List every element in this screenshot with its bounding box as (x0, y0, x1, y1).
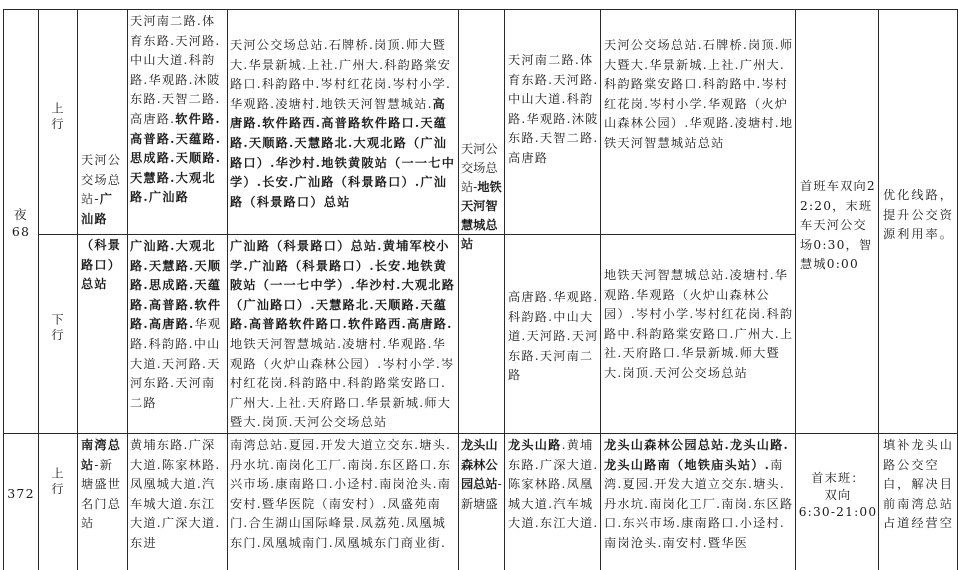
route68-start-up-run: 天河公交场总站- (81, 153, 122, 207)
table-top-border (3, 9, 957, 10)
route372-new-via-run: .黄埔东路.广深大道.陈家林路.凤凰城大道.汽车城大道.东江大道. (508, 438, 599, 531)
route68-new-terminal (461, 140, 503, 254)
col-divider-6 (504, 9, 505, 570)
route68-new-stops-up: 天河公交场总站.石牌桥.岗顶.师大暨大.华景新城.上社.广州大.科韵路棠安路口.科韵路中.岑村红花岗.岑村小学.华观路（火炉山森林公园）.华观路.凌塘村.地铁天河智慧城站总站 (604, 38, 794, 150)
route372-service-hours: 首末班： 双向 6:30-21:00 (798, 471, 878, 519)
route372-new-terminal-name: 龙头山森林公园总站 (461, 438, 498, 492)
route68-via-down (130, 237, 226, 413)
route68-direction-down: 下行 (50, 313, 64, 344)
route68-new-terminal-prefix: 天河公交场总站- (461, 142, 498, 194)
route372-start-run: 南湾总站 (81, 438, 122, 472)
route68-stops-down-run: 地铁天河智慧城站.凌塘村.华观路.华观路（火炉山森林公园）.岑村小学.岑村红花岗.科韵路中.科韵路棠安路口.广州大.上社.天府路口.华景新城.师大暨大.岗顶.天河公交场总站 (230, 336, 455, 430)
route372-new-stops (604, 436, 794, 554)
route372-start (81, 436, 126, 534)
route372-start-run: -新塘盛世名门总站 (81, 457, 122, 531)
route372-new-terminal-rest: -新塘盛 (461, 477, 502, 511)
route68-new-stops-down: 地铁天河智慧城总站.凌塘村.华观路.华观路（火炉山森林公园）.岑村小学.岑村红花岗.科韵路中.科韵路棠安路口.广州大.上社.天府路口.华景新城.师大暨大.岗顶.天河公交场总站 (604, 268, 794, 380)
route68-stops-up (230, 36, 457, 212)
route372-new-via-run: 龙头山路 (508, 438, 562, 452)
route68-via-up-run: 软件路.高普路.天蕴路.思成路.天顺路.天慧路.大观北路.广汕路 (130, 111, 222, 205)
route372-new-stops-run: 南湾.夏园.开发大道立交东.塘头.丹水坑.南岗化工厂.南岗.东区路口.东兴市场.康南路口.小迳村.南岗沧头.南安村.暨华医 (604, 457, 794, 550)
route68-start-down-run: （科景路口）总站 (81, 238, 122, 292)
route68-number: 夜 68 (11, 207, 31, 239)
route68-stops-down-run: 广汕路（科景路口）总站.黄埔军校小学.广汕路（科景路口）.长安.地铁黄陂站（一一七中学）.华沙村.大观北路（广汕路口）.天慧路北.天顺路.天蕴路.高普路软件路口.软件路西.高唐路. (230, 239, 456, 332)
route372-new-via (508, 436, 599, 534)
route372-number: 372 (7, 486, 35, 501)
route68-service-hours: 首班车双向22:20，末班车天河公交场0:30，智慧城0:00 (800, 179, 876, 272)
route68-start-up (81, 151, 126, 229)
route68-dir-divider-right (504, 234, 795, 235)
route68-start-up-run: 广汕路 (81, 192, 114, 226)
route68-new-terminal-name: 地铁天河智慧城总站 (461, 180, 502, 251)
route68-via-down-run: 华观路.科韵路.中山大道.天河路.天河东路.天河南二路 (130, 317, 222, 410)
col-divider-8 (795, 9, 796, 570)
col-divider-2 (77, 9, 78, 570)
route68-new-via-down: 高唐路.华观路.科韵路.中山大道.天河路.天河东路.天河南二路 (508, 290, 599, 383)
route68-stops-down (230, 237, 457, 433)
col-divider-4 (227, 9, 228, 570)
col-divider-9 (878, 9, 879, 570)
route372-adjustment-reason: 填补龙头山路公交空白，解决目前南湾总站占道经营空 (883, 438, 954, 531)
route372-new-stops-run: 龙头山森林公园总站.龙头山路.龙头山路南（地铁庙头站）. (604, 438, 789, 472)
route68-via-down-run: 广汕路.大观北路.天慧路.天顺路.思成路.天蕴路.高普路.软件路.高唐路. (130, 239, 222, 332)
route68-adjustment-reason: 优化线路，提升公交资源利用率。 (883, 188, 954, 242)
col-divider-5 (458, 9, 459, 570)
col-divider-7 (600, 9, 601, 570)
route68-stops-up-run: 高唐路.软件路西.高普路软件路口.天蕴路.天顺路.天慧路北.大观北路（广汕路口）.华沙村.地铁黄陂站（一一七中学）.长安.广汕路（科景路口）.广汕路（科景路口）总站 (230, 96, 456, 209)
route-divider (3, 433, 957, 434)
col-divider-3 (127, 9, 128, 570)
route372-new-terminal (461, 436, 503, 514)
route68-via-up (130, 12, 226, 208)
route68-direction-up: 上行 (50, 102, 64, 133)
route372-stops: 南湾总站.夏园.开发大道立交东.塘头.丹水坑.南岗化工厂.南岗.东区路口.东兴市场.康南路口.小迳村.南岗沧头.南安村.暨华医院（南安村）.凤盛苑南门.合生湖山国际峰景.凤荔苑.凤凰城东门.凤凰城南门.凤凰城东门商业街. (230, 438, 452, 550)
col-divider-1 (38, 9, 39, 570)
route68-new-via-up: 天河南二路.体育东路.天河路.中山大道.科韵路.华观路.沐陂东路.天智二路.高唐路 (508, 53, 599, 165)
route68-stops-up-run: 天河公交场总站.石牌桥.岗顶.师大暨大.华景新城.上社.广州大.科韵路棠安路口.科韵路中.岑村红花岗.岑村小学.华观路.凌塘村.地铁天河智慧城站. (230, 38, 452, 111)
route68-dir-divider-left (38, 234, 504, 235)
route372-via: 黄埔东路.广深大道.陈家林路.凤凰城大道.汽车城大道.东江大道.广深大道.东进 (130, 438, 221, 550)
route68-start-down (81, 236, 126, 295)
route68-via-up-run: 天河南二路.体育东路.天河路.中山大道.科韵路.华观路.沐陂东路.天智二路.高唐路. (130, 14, 221, 126)
route372-direction-up: 上行 (50, 467, 64, 498)
